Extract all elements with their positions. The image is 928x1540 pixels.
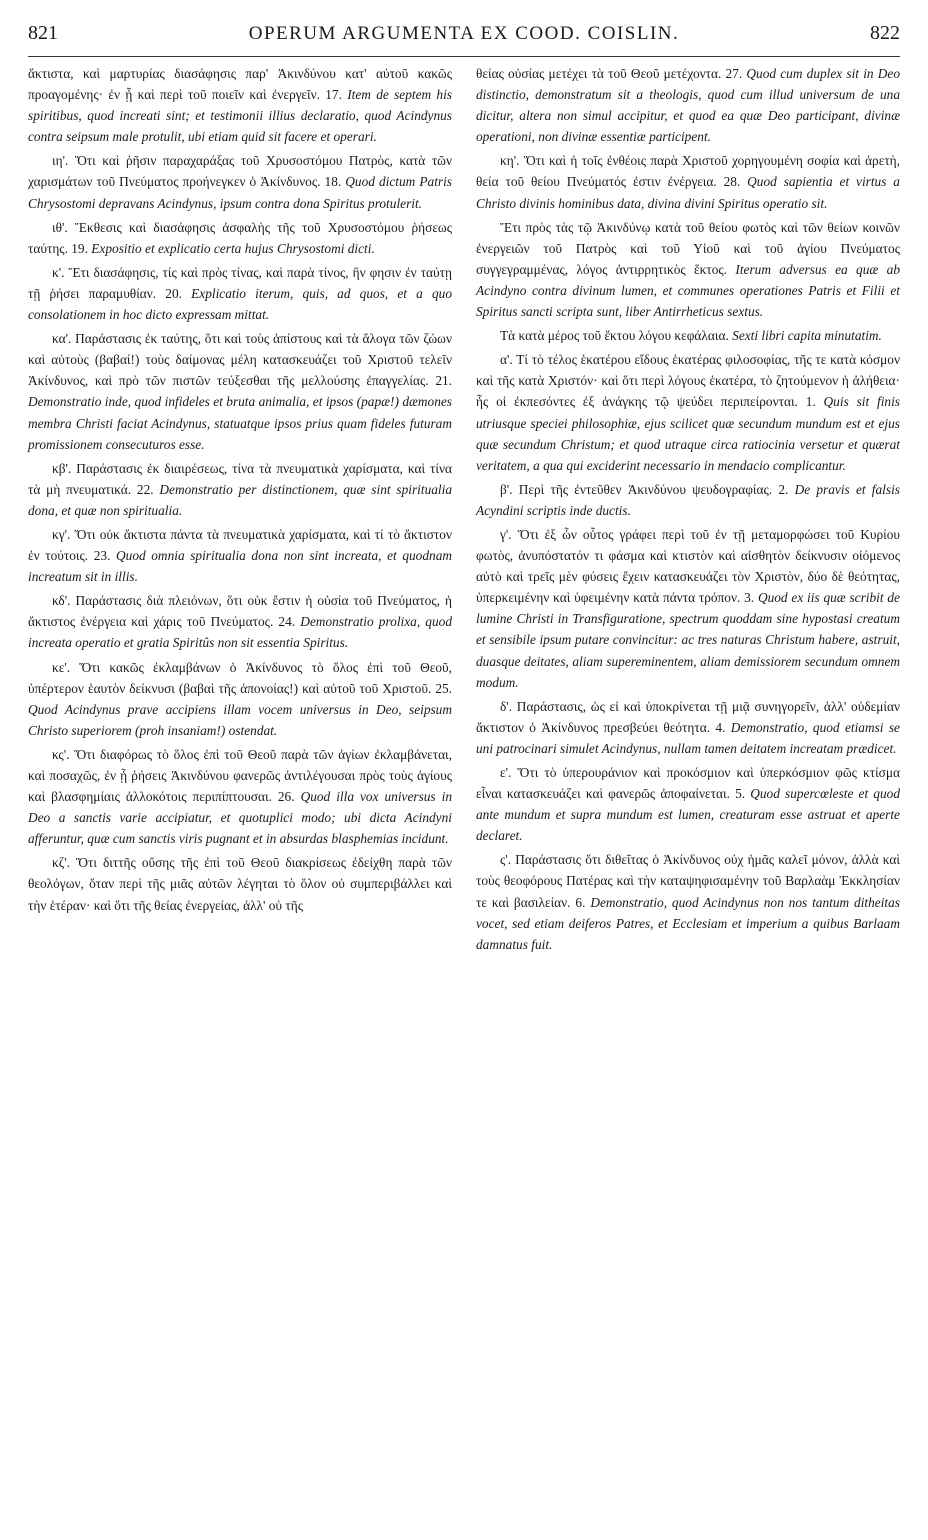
running-header [28, 0, 900, 57]
running-title: OPERUM ARGUMENTA EX COOD. COISLIN. [248, 23, 680, 44]
greek-text: ιη'. Ὅτι καὶ ῥῆσιν παραχαράξας τοῦ Χρυσοστόμου Πατρὸς, κατὰ τῶν χαρισμάτων τοῦ Πνεύματος προήνεγκεν ὁ Ἀκίνδυνος. 18. [28, 153, 452, 190]
chapter-entry [476, 696, 900, 759]
greek-text: κζ'. Ὅτι διττῆς οὔσης τῆς ἐπὶ τοῦ Θεοῦ διακρίσεως ἐδείχθη παρὰ τῶν θεολόγων, ὅταν περὶ τῆς μιᾶς αὐτῶν λέγηται τὸ ὅλον οὐ συμπεριβάλλει καὶ τὴν ἑτέραν· καὶ ὅτι τῆς θείας ἐνεργείας, ἀλλ' οὐ τῆς [28, 855, 452, 913]
chapter-entry [28, 262, 452, 325]
latin-translation: Iterum adversus ea quæ ab Acindyno contra divinum lumen, et communes operationes Patris et Filii et Spiritus sancti scripta sunt, liber Antirrheticus sextus. [476, 261, 900, 320]
text-columns [28, 57, 900, 958]
chapter-entry [28, 217, 452, 259]
latin-translation: Quod sapientia et virtus a Christo divinis hominibus data, divina divini Spiritus operatio sit. [476, 174, 900, 211]
latin-translation: De pravis et falsis Acyndini scriptis inde ductis. [476, 481, 900, 518]
greek-text: κβ'. Παράστασις ἐκ διαιρέσεως, τίνα τὰ πνευματικὰ χαρίσματα, καὶ τίνα τὰ μὴ πνευματικά. 22. [28, 460, 452, 497]
greek-text: ιθ'. Ἔκθεσις καὶ διασάφησις ἀσφαλὴς τῆς τοῦ Χρυσοστόμου ῥήσεως ταύτης. 19. [28, 219, 452, 256]
greek-text: κα'. Παράστασις ἐκ ταύτης, ὅτι καὶ τοὺς ἀπίστους καὶ τὰ ἄλογα τῶν ζώων καὶ αὐτοὺς (βαβαί!) τοὺς δαίμονας μέλη κατασκευάζει τοῦ Χριστοῦ τελεῖν Ἀκίνδυνος, καὶ πρὸ τῶν πιστῶν τεύξεσθαι τῆς μελλούσης ἐπαγγελίας. 21. [28, 331, 452, 389]
latin-translation: Demonstratio per distinctionem, quæ sint spiritualia dona, et quæ non spiritualia. [28, 481, 452, 518]
latin-translation: Quis sit finis utriusque speciei philosophiæ, ejus scilicet quæ secundum mundum est et ejus quæ secundum Christum; et quod utraque circa ratiocinia versetur et quærat veritatem, a qua qui exciderint necessario in mendacio complicantur. [476, 394, 900, 473]
greek-text: Τὰ κατὰ μέρος τοῦ ἕκτου λόγου κεφάλαια. [500, 328, 729, 344]
greek-text: θείας οὐσίας μετέχει τὰ τοῦ Θεοῦ μετέχοντα. 27. [476, 66, 743, 81]
greek-text: κ'. Ἔτι διασάφησις, τίς καὶ πρὸς τίνας, καὶ παρὰ τίνος, ἣν φησιν ἐν ταύτῃ τῇ ῥήσει παραμυθίαν. 20. [28, 264, 452, 301]
latin-translation: Quod Acindynus prave accipiens illam vocem universus in Deo, seipsum Christo superiorem (proh insaniam!) ostendat. [28, 701, 452, 738]
chapter-entry [476, 217, 900, 322]
chapter-entry [476, 325, 900, 346]
right-column-number: 822 [870, 22, 900, 44]
latin-translation: Quod dictum Patris Chrysostomi depravans Acindynus, ipsum contra dona Spiritus protulerit. [28, 174, 452, 211]
greek-text: κς'. Ὅτι διαφόρως τὸ ὅλος ἐπὶ τοῦ Θεοῦ παρὰ τῶν ἁγίων ἐκλαμβάνεται, καὶ ποσαχῶς, ἐν ᾗ ῥήσεις Ἀκινδύνου φανερῶς ἀντιλέγουσαι πρὸς τοὺς ἁγίους καὶ βλασφημίαις ἀλλοκότοις περιπίπτουσαι. 26. [28, 746, 452, 805]
chapter-entry [28, 744, 452, 849]
left-column-number: 821 [28, 22, 58, 44]
chapter-entry [28, 328, 452, 455]
greek-text: γ'. Ὅτι ἐξ ὧν οὗτος γράφει περὶ τοῦ ἐν τῇ μεταμορφώσει τοῦ Κυρίου φωτὸς, ἀνυπόστατόν τι φάσμα καὶ κτιστὸν καὶ αἰσθητὸν δείκνυσιν οἰόμενος αὐτὸ καὶ τρεῖς μὲν φύσεις ἔχειν κατασκευάζει τὸν Χριστὸν, δύο δὲ θεότητας, ὑπερκειμένην καὶ ὑφειμένην κατὰ πάντα τρόπον. 3. [476, 526, 900, 606]
latin-translation: Item de septem his spiritibus, quod increati sint; et testimonii illius declaratio, quod Acindynus contra seipsum male protulit, ubi etiam quid sit facere et operari. [28, 87, 452, 145]
greek-text: κη'. Ὅτι καὶ ἡ τοῖς ἐνθέοις παρὰ Χριστοῦ χορηγουμένη σοφία καὶ ἀρετὴ, θεία τοῦ θείου Πνεύματός ἐστιν ἐνέργεια. 28. [476, 153, 900, 190]
latin-translation: Quod cum duplex sit in Deo distinctio, demonstratum sit a theologis, quod cum illud universum de una dicitur, altera non simul accipitur, et quod ea quæ Deo participant, divinæ operationi, non divinæ essentiæ participent. [476, 66, 900, 145]
greek-text: κδ'. Παράστασις διὰ πλειόνων, ὅτι οὐκ ἔστιν ἡ οὐσία τοῦ Πνεύματος, ἡ ἄκτιστος ἐνέργεια καὶ χάρις τοῦ Πνεύματος. 24. [28, 593, 452, 630]
chapter-entry [28, 63, 452, 147]
latin-translation: Quod supercœleste et quod ante mundum et supra mundum est lumen, creaturam esse astruat et aperte declaret. [476, 786, 900, 844]
greek-text: ε'. Ὅτι τὸ ὑπερουράνιον καὶ προκόσμιον καὶ ὑπερκόσμιον φῶς κτίσμα εἶναι κατασκευάζει καὶ φανερῶς ἀποφαίνεται. 5. [476, 765, 900, 802]
latin-translation: Sexti libri capita minutatim. [732, 328, 882, 344]
chapter-entry [28, 524, 452, 587]
chapter-entry [476, 479, 900, 521]
chapter-entry [28, 590, 452, 653]
greek-text: κγ'. Ὅτι οὐκ ἄκτιστα πάντα τὰ πνευματικὰ χαρίσματα, καὶ τί τὸ ἄκτιστον ἐν τούτοις. 23. [28, 526, 452, 564]
greek-text: κε'. Ὅτι κακῶς ἐκλαμβάνων ὁ Ἀκίνδυνος τὸ ὅλος ἐπὶ τοῦ Θεοῦ, ὑπέρτερον ἑαυτὸν δείκνυσι (βαβαὶ τῆς ἀπονοίας!) καὶ αὐτοῦ τοῦ Χριστοῦ. 25. [28, 659, 452, 696]
chapter-entry [28, 150, 452, 213]
greek-text: Ἔτι πρὸς τὰς τῷ Ἀκινδύνῳ κατὰ τοῦ θείου φωτὸς καὶ τῶν θείων κοινῶν ἐνεργειῶν τοῦ Πατρὸς καὶ τοῦ Υἱοῦ καὶ τοῦ ἁγίου Πνεύματος συγγεγραμμένας, λόγος ἀντιρρητικὸς ἕκτος. [476, 219, 900, 277]
chapter-entry [476, 762, 900, 846]
latin-translation: Demonstratio prolixa, quod increata operatio et gratia Spiritûs non sit essentia Spiritus. [28, 614, 452, 651]
left-column [28, 63, 452, 958]
chapter-entry [476, 849, 900, 954]
latin-translation: Demonstratio, quod etiamsi se uni patrocinari simulet Acindynus, nullam tamen deitatem increatam prædicet. [476, 719, 900, 756]
chapter-entry [476, 63, 900, 147]
chapter-entry [476, 524, 900, 693]
greek-text: δ'. Παράστασις, ὡς εἰ καὶ ὑποκρίνεται τῇ μιᾷ συνηγορεῖν, ἀλλ' οὐδεμίαν ἄκτιστον ὁ Ἀκίνδυνος πρεσβεύει θεότητα. 4. [476, 698, 900, 735]
right-column [476, 63, 900, 958]
chapter-entry [28, 852, 452, 915]
latin-translation: Demonstratio inde, quod infideles et bruta animalia, et ipsos (papæ!) dæmones membra Christi faciat Acindynus, statuatque ipsos prius quam fideles futuram promissionem consecuturos esse. [28, 394, 452, 452]
latin-translation: Explicatio iterum, quis, ad quos, et a quo consolationem in hoc dicto expressam mittat. [28, 285, 452, 323]
chapter-entry [476, 150, 900, 213]
latin-translation: Quod illa vox universus in Deo a sanctis varie accipiatur, et quotuplici modo; ubi dicta Acindyni afferuntur, quæ cum sanctis viris pugnant et in absurdas blasphemias incidunt. [28, 789, 452, 847]
latin-translation: Expositio et explicatio certa hujus Chrysostomi dicti. [91, 240, 375, 256]
greek-text: α'. Τί τὸ τέλος ἑκατέρου εἴδους ἑκατέρας φιλοσοφίας, τῆς τε κατὰ κόσμον καὶ τῆς κατὰ Χριστόν· καὶ ὅτι περὶ λόγους ἑκατέρα, τὸ ζητούμενον ἡ ἀλήθεια· ἧς οἱ ἐκπεσόντες ἐξ ἀνάγκης τῷ ψεύδει περιπείρονται. 1. [476, 352, 900, 410]
latin-translation: Quod omnia spiritualia dona non sint increata, et quodnam increatum sit in illis. [28, 548, 453, 585]
greek-text: β'. Περὶ τῆς ἐντεῦθεν Ἀκινδύνου ψευδογραφίας. 2. [500, 481, 789, 497]
greek-text: ἄκτιστα, καὶ μαρτυρίας διασάφησις παρ' Ἀκινδύνου κατ' αὐτοῦ κακῶς προαγομένης· ἐν ᾗ καὶ περὶ τοῦ ποιεῖν καὶ ἐνεργεῖν. 17. [28, 66, 452, 103]
chapter-entry [476, 349, 900, 476]
greek-text: ς'. Παράστασις ὅτι διθεΐτας ὁ Ἀκίνδυνος οὐχ ἡμᾶς καλεῖ μόνον, ἀλλὰ καὶ τοὺς θεοφόρους Πατέρας καὶ τὴν καταψηφισαμένην τοῦ Βαρλαὰμ Ἐκκλησίαν τε καὶ βασιλείαν. 6. [476, 852, 900, 910]
latin-translation: Demonstratio, quod Acindynus non nos tantum ditheitas vocet, sed etiam deiferos Patres, et Ecclesiam et imperium a quibus Barlaam damnatus fuit. [476, 894, 900, 952]
latin-translation: Quod ex iis quæ scribit de lumine Christi in Transfiguratione, spectrum quoddam sine hypostasi creatum et sensibile ipsum putare convincitur: ac tres naturas Christum habere, astruit, duasque deitates, aliam supereminentem, aliam demissiorem secundum omnem modum. [476, 590, 900, 690]
chapter-entry [28, 458, 452, 521]
chapter-entry [28, 657, 452, 741]
